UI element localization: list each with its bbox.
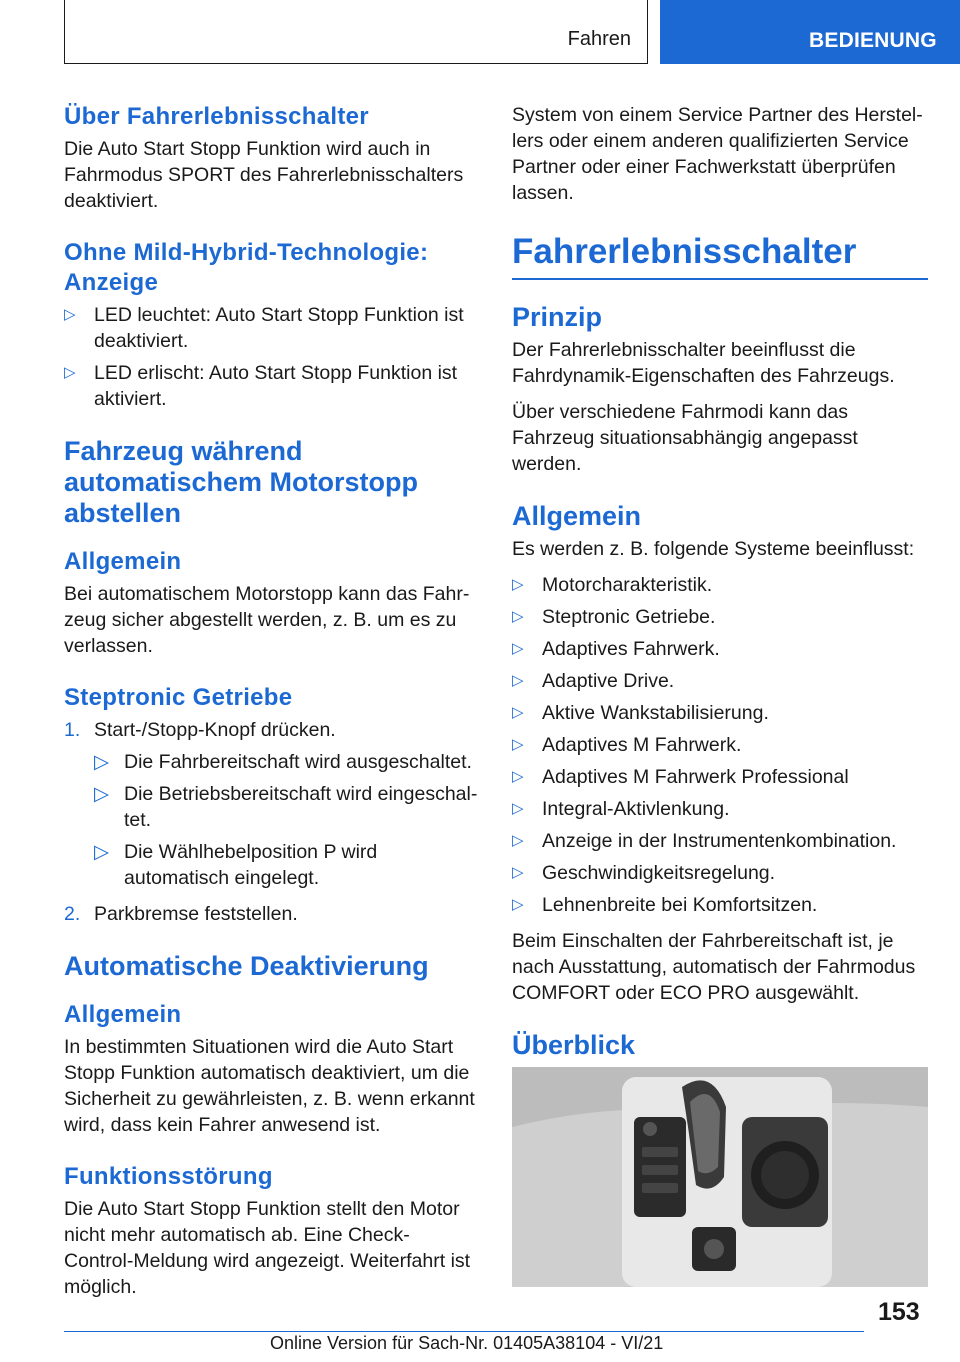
step-number: 2. [64, 903, 81, 925]
heading-ohne-mild-hybrid: Ohne Mild-Hybrid-Technologie: Anzeige [64, 239, 429, 296]
list-item: ▷ LED erlischt: Auto Start Stopp Funktion ist aktiviert. [64, 362, 458, 410]
heading-steptronic: Steptronic Getriebe [64, 684, 293, 711]
step-sublist [94, 749, 478, 891]
header-frame [64, 0, 648, 64]
triangle-bullet-icon: ▷ [512, 895, 524, 913]
list-item: ▷ Geschwindigkeitsregelung. [512, 861, 776, 884]
heading-rule [512, 278, 928, 280]
paragraph-einschalten: Beim Einschalten der Fahrbereitschaft ist, je nach Ausstattung, automatisch der Fahrmodus COMFORT oder ECO PRO ausgewählt. [512, 929, 916, 1004]
triangle-bullet-icon: ▷ [512, 767, 524, 785]
paragraph-uber: Die Auto Start Stopp Funktion wird auch in Fahrmodus SPORT des Fahrerlebnisschalters deaktiviert. [64, 138, 464, 212]
footer-rule [64, 1331, 864, 1332]
triangle-bullet-icon: ▷ [512, 639, 524, 657]
paragraph-allgemein-1: Bei automatischem Motorstopp kann das Fahrzeug sicher abgestellt werden, z. B. um es zu verlassen. [64, 583, 470, 657]
list-item: ▷ Integral-Aktivlenkung. [512, 797, 730, 820]
list-item: ▷ Adaptives M Fahrwerk. [512, 733, 742, 756]
header-chapter-tab[interactable]: BEDIENUNG [660, 0, 960, 64]
list-item: ▷ Die Wählhebelposition P wird automatisch eingelegt. [94, 841, 378, 889]
triangle-bullet-icon: ▷ [64, 364, 76, 381]
list-item: ▷ Lehnenbreite bei Komfortsitzen. [512, 893, 818, 916]
list-item: ▷ Aktive Wankstabilisierung. [512, 701, 769, 724]
paragraph-funktionsstoerung: Die Auto Start Stopp Funktion stellt den Motor nicht mehr automatisch ab. Eine Check-Control-Meldung wird angezeigt. Weiterfahrt ist möglich. [64, 1198, 471, 1298]
paragraph-prinzip-2: Über verschiedene Fahrmodi kann das Fahrzeug situationsabhängig angepasst werden. [512, 400, 858, 475]
steps-list [64, 717, 478, 927]
heading-automatische-deaktivierung: Automatische Deaktivierung [64, 951, 429, 981]
triangle-bullet-icon: ▷ [512, 575, 524, 593]
heading-ueberblick: Überblick [512, 1029, 636, 1060]
list-item: ▷ Motorcharakteristik. [512, 573, 713, 596]
step-item: 2. Parkbremse feststellen. [64, 903, 298, 925]
triangle-bullet-icon: ▷ [94, 751, 109, 773]
triangle-bullet-icon: ▷ [512, 799, 524, 817]
heading-funktionsstoerung: Funktionsstörung [64, 1163, 273, 1190]
list-item: ▷ Anzeige in der Instrumentenkombination. [512, 829, 897, 852]
list-item: ▷ Die Betriebsbereitschaft wird eingeschaltet. [94, 783, 478, 831]
heading-fahrzeug-abstellen: Fahrzeug während automatischem Motorstopp abstellen [64, 436, 419, 528]
triangle-bullet-icon: ▷ [512, 735, 524, 753]
triangle-bullet-icon: ▷ [512, 607, 524, 625]
paragraph-prinzip-1: Der Fahrerlebnisschalter beeinflusst die Fahrdynamik-Eigenschaften des Fahrzeugs. [512, 338, 895, 387]
triangle-bullet-icon: ▷ [94, 841, 109, 863]
ohne-list [64, 302, 478, 412]
systems-list [512, 572, 928, 918]
paragraph-allgemein-2: In bestimmten Situationen wird die Auto Start Stopp Funktion automatisch deaktiviert, um die Sicherheit zu gewährleisten, z. B. wenn erkannt wird, dass kein Fahrer anwesend ist. [64, 1036, 475, 1136]
triangle-bullet-icon: ▷ [94, 783, 109, 805]
list-item: ▷ Die Fahrbereitschaft wird ausgeschaltet. [94, 751, 472, 773]
step-number: 1. [64, 719, 81, 741]
list-item: ▷ Adaptive Drive. [512, 669, 675, 692]
list-item: ▷ Steptronic Getriebe. [512, 605, 716, 628]
heading-allgemein-2: Allgemein [64, 1001, 182, 1028]
paragraph-continuation: System von einem Service Partner des Herstellers oder einem anderen qualifizierten Service Partner oder einer Fachwerkstatt überprüfen lassen. [512, 104, 923, 204]
triangle-bullet-icon: ▷ [512, 863, 524, 881]
right-column [512, 102, 928, 1287]
left-column [64, 102, 478, 1310]
step-item: 1. Start-/Stopp-Knopf drücken. ▷ Die Fahrbereitschaft wird ausgeschaltet. ▷ Die Betriebsbereitschaft wird eingeschaltet. ▷ Die Wählhebelposition P wird automatisch eingelegt. [64, 719, 478, 889]
center-console-photo [512, 1067, 928, 1287]
triangle-bullet-icon: ▷ [64, 306, 76, 323]
heading-allgemein: Allgemein [512, 500, 642, 531]
paragraph-allgemein: Es werden z. B. folgende Systeme beeinflusst: [512, 537, 915, 560]
header-section: Fahren [567, 28, 631, 50]
list-item: ▷ Adaptives Fahrwerk. [512, 637, 720, 660]
heading-prinzip: Prinzip [512, 301, 603, 332]
triangle-bullet-icon: ▷ [512, 671, 524, 689]
triangle-bullet-icon: ▷ [512, 831, 524, 849]
triangle-bullet-icon: ▷ [512, 703, 524, 721]
heading-allgemein-1: Allgemein [64, 548, 182, 575]
heading-uber-fahrerlebnisschalter: Über Fahrerlebnisschalter [64, 103, 369, 130]
footer-version-text: Online Version für Sach-Nr. 01405A38104 - VI/21 [270, 1333, 664, 1353]
list-item: ▷ LED leuchtet: Auto Start Stopp Funktion ist deaktiviert. [64, 304, 464, 352]
heading-fahrerlebnisschalter: Fahrerlebnisschalter [512, 232, 857, 271]
page-number: 153 [878, 1298, 920, 1326]
list-item: ▷ Adaptives M Fahrwerk Professional [512, 765, 849, 788]
